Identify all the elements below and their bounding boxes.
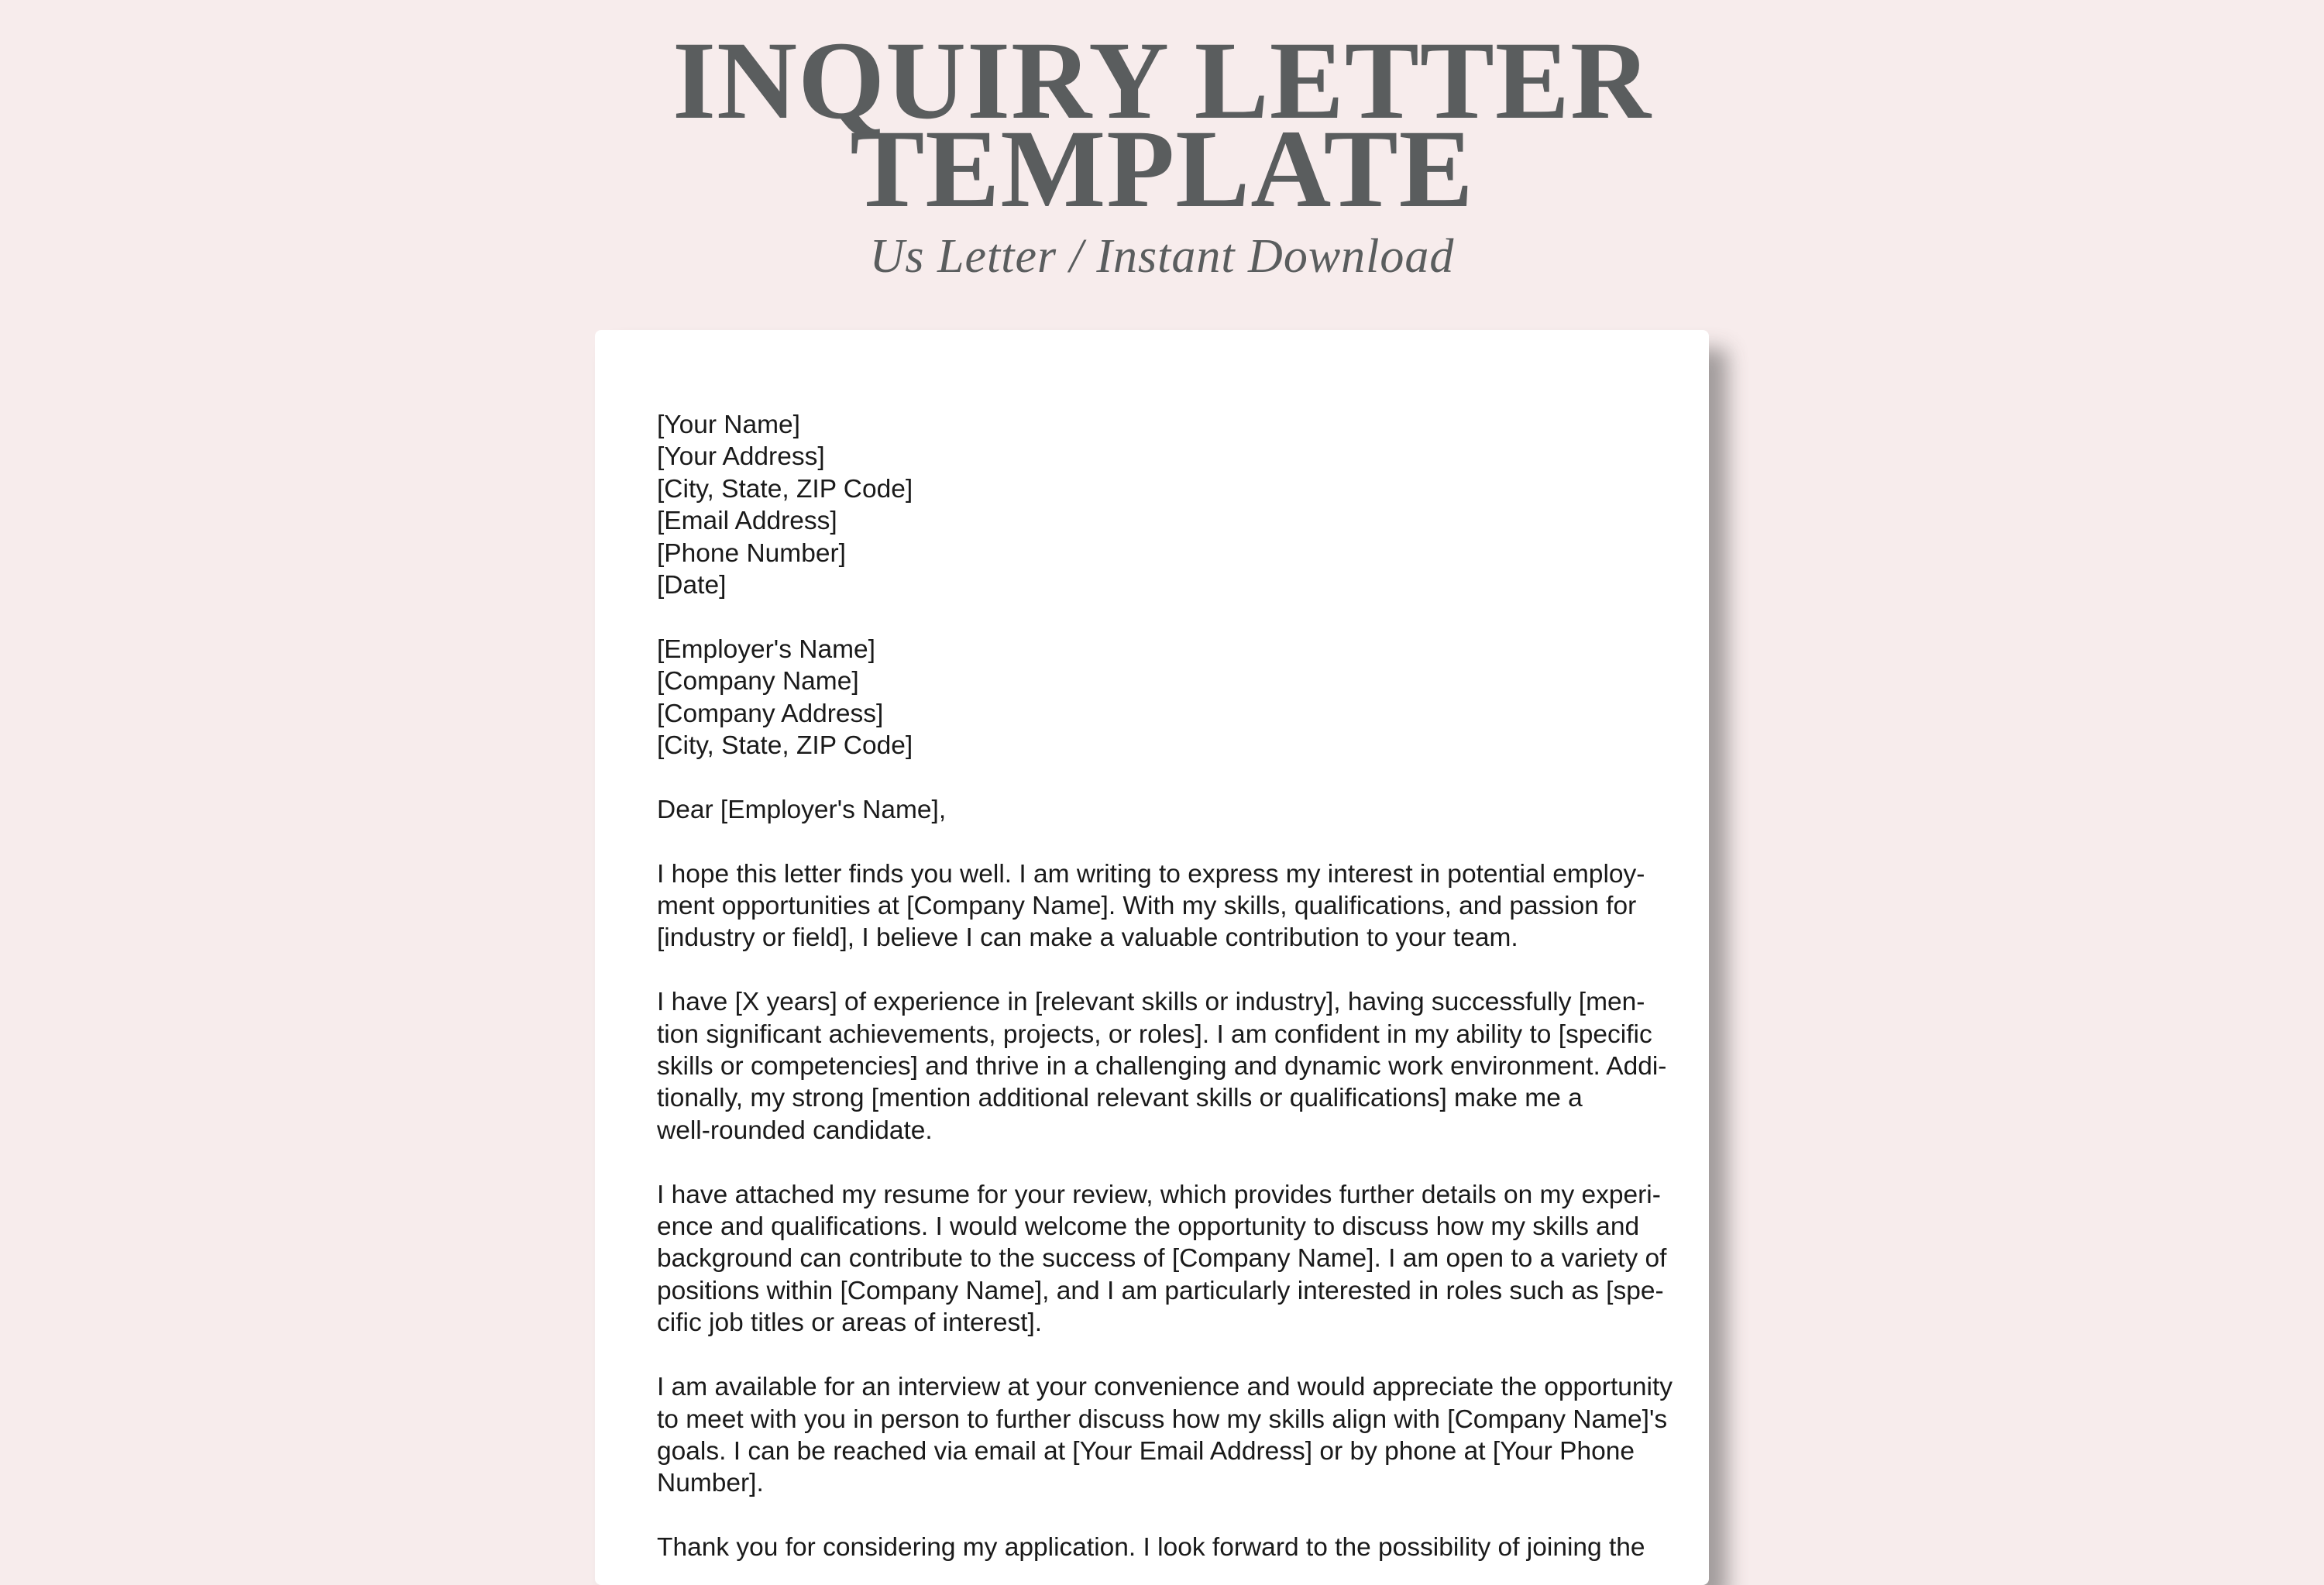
paragraph-line: well-rounded candidate. [657,1116,933,1145]
paragraph-line: ence and qualifications. I would welcome the opportunity to discuss how my skills and [657,1212,1640,1242]
salutation: Dear [Employer's Name], [657,795,947,824]
paragraph-line: tionally, my strong [mention additional relevant skills or qualifications] make me a [657,1084,1583,1113]
paragraph-line: ment opportunities at [Company Name]. With my skills, qualifications, and passion for [657,892,1637,921]
paragraph-line: Number]. [657,1469,764,1498]
sender-block [657,409,1664,601]
recipient-company-address: [Company Address] [657,699,884,728]
paragraph-line: to meet with you in person to further discuss how my skills align with [Company Name]'s [657,1404,1668,1434]
spacer [657,826,1664,858]
spacer [657,762,1664,793]
paragraph-line: cific job titles or areas of interest]. [657,1308,1043,1338]
recipient-company: [Company Name] [657,667,859,696]
page-title-line-1: INQUIRY LETTER [672,19,1652,143]
paragraph-2 [657,986,1667,1147]
paragraph-line: [industry or field], I believe I can make a valuable contribution to your team. [657,923,1518,953]
sender-name: [Your Name] [657,411,800,439]
paragraph-line: skills or competencies] and thrive in a challenging and dynamic work environment. Addi- [657,1052,1667,1081]
paragraph-line: I have attached my resume for your review, which provides further details on my experi- [657,1180,1661,1209]
sender-city-state-zip: [City, State, ZIP Code] [657,474,913,504]
letter-body [657,409,1673,1564]
recipient-city-state-zip: [City, State, ZIP Code] [657,731,913,761]
page-header [0,19,2324,284]
paragraph-line: background can contribute to the success of [Company Name]. I am open to a variety of [657,1244,1667,1274]
paragraph-1 [657,858,1664,954]
spacer [657,1500,1664,1532]
paragraph-line: I hope this letter finds you well. I am writing to express my interest in potential employ- [657,859,1645,889]
spacer [657,601,1664,633]
paragraph-5 [657,1532,1664,1563]
recipient-name: [Employer's Name] [657,634,875,664]
paragraph-3 [657,1179,1667,1339]
sender-address: [Your Address] [657,442,825,472]
paragraph-line: positions within [Company Name], and I am particularly interested in roles such as [spe- [657,1276,1664,1305]
paragraph-line: goals. I can be reached via email at [Your Email Address] or by phone at [Your Phone [657,1436,1635,1466]
paragraph-line: tion significant achievements, projects, or roles]. I am confident in my ability to [specific [657,1019,1652,1049]
page-subtitle: Us Letter / Instant Download [869,230,1455,283]
spacer [657,1339,1664,1371]
paragraph-line: Thank you for considering my application. I look forward to the possibility of joining the [657,1533,1645,1563]
spacer [657,1147,1664,1178]
recipient-block [657,634,1664,762]
sender-email: [Email Address] [657,507,837,536]
paragraph-line: I have [X years] of experience in [relevant skills or industry], having successfully [men- [657,988,1645,1017]
spacer [657,954,1664,986]
letter-page [595,330,1709,1585]
page-title-line-2: TEMPLATE [850,108,1474,231]
letter-date: [Date] [657,571,727,600]
paragraph-4 [657,1371,1673,1500]
paragraph-line: I am available for an interview at your convenience and would appreciate the opportunity [657,1373,1673,1402]
sender-phone: [Phone Number] [657,538,846,568]
